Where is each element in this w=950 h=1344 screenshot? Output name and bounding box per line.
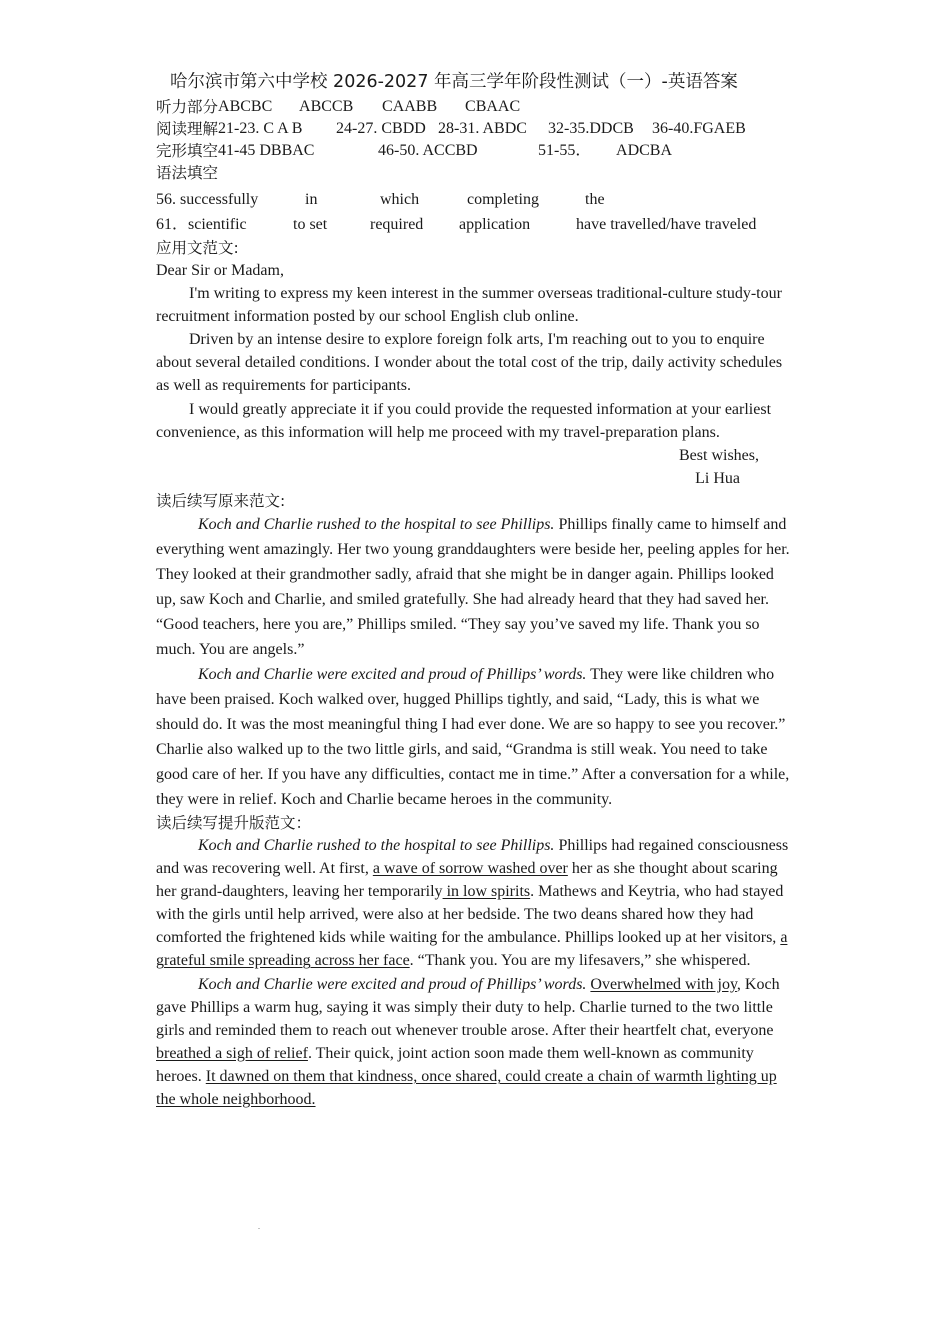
paragraph-body: Phillips finally came to himself and everything went amazingly. Her two young granddaughters were beside her, peeling apples for her. They looked at their grandmother sadly, afraid that she might be in danger again. Phillips looked up, saw Koch and Charlie, and smiled gratefully. She had already heard that they had saved her. “Good teachers, here you are,” Phillips smiled. “They say you’ve saved my life. Thank you so much. You are angels.”	[156, 515, 790, 658]
continuation-original-label: 读后续写原来范文:	[156, 491, 286, 510]
highlighted-phrase: It dawned on them that kindness, once shared, could create a chain of warmth lighting up the whole neighborhood.	[156, 1067, 777, 1108]
story-paragraph	[156, 973, 796, 1112]
listening-group: CAABB	[382, 98, 438, 115]
reading-group: 28-31. ABDC	[438, 120, 527, 137]
highlighted-phrase: a wave of sorrow washed over	[372, 860, 568, 878]
paragraph-lead: Koch and Charlie were excited and proud of Phillips’ words.	[198, 665, 587, 683]
letter-paragraph: Driven by an intense desire to explore foreign folk arts, I'm reaching out to you to enquire about several detailed conditions. I wonder about the total cost of the trip, daily activity schedules as well as requirements for participants.	[156, 331, 783, 395]
page-title: 哈尔滨市第六中学校 2026-2027 年高三学年阶段性测试（一）-英语答案	[170, 72, 738, 92]
cloze-answers	[156, 140, 796, 162]
reading-group: 24-27. CBDD	[336, 120, 426, 137]
grammar-answer: completing	[467, 191, 539, 208]
cloze-group: 51-55．	[538, 142, 592, 159]
continuation-upgraded-label-row	[156, 812, 796, 834]
letter-label: 应用文范文:	[156, 239, 239, 257]
listening-group: ABCBC	[218, 98, 273, 115]
paragraph-text: . “Thank you. You are my lifesavers,” she whispered.	[409, 952, 751, 970]
listening-label: 听力部分	[156, 98, 219, 116]
letter-closing: Best wishes,	[679, 446, 759, 464]
story-paragraph	[156, 662, 796, 812]
paragraph-lead: Koch and Charlie were excited and proud of Phillips’ words.	[198, 975, 587, 993]
grammar-answer: 56. successfully	[156, 191, 259, 208]
reading-group: 32-35.DDCB	[548, 120, 634, 137]
letter-paragraph: I'm writing to express my keen interest in the summer overseas traditional-culture study-tour recruitment information posted by our school English club online.	[156, 285, 782, 326]
grammar-answer: required	[370, 216, 424, 233]
story-paragraph	[156, 512, 796, 662]
letter-label-row	[156, 237, 796, 259]
letter-signature: Li Hua	[695, 469, 740, 487]
grammar-answer: in	[305, 191, 318, 208]
highlighted-phrase: Overwhelmed with joy	[590, 975, 737, 993]
paragraph-text: , Koch gave Phillips a warm hug, saying it was simply their duty to help. Charlie turned to the two little girls and reminded them to reach out whenever trouble arose. After their heartfelt chat, everyone	[156, 975, 780, 1039]
reading-group: 36-40.FGAEB	[652, 120, 746, 137]
cloze-group: 46-50. ACCBD	[378, 142, 478, 159]
paragraph-text: . Mathews and Keytria, who had stayed with the girls until help arrived, were also at her bedside. The two deans shared how they had comforted the frightened kids while waiting for the ambulance. Phillips looked up at her visitors,	[156, 883, 784, 947]
grammar-row-1	[156, 187, 796, 212]
continuation-original	[156, 512, 796, 812]
footer-mark: .	[258, 1222, 260, 1231]
paragraph-text: . Their quick, joint action soon made them well-known as community heroes.	[156, 1044, 754, 1085]
reading-answers	[156, 118, 796, 140]
continuation-upgraded-label: 读后续写提升版范文：	[156, 813, 312, 832]
highlighted-phrase: a grateful smile spreading across her face	[156, 929, 788, 970]
paragraph-text: her as she thought about scaring her grand-daughters, leaving her temporarily	[156, 860, 778, 901]
letter-salutation: Dear Sir or Madam,	[156, 262, 284, 279]
letter-paragraph: I would greatly appreciate it if you could provide the requested information at your earliest convenience, as this information will help me proceed with my travel-preparation plans.	[156, 400, 772, 441]
highlighted-phrase: in low spirits	[442, 883, 531, 901]
grammar-answer: which	[380, 191, 420, 208]
cloze-label: 完形填空	[156, 142, 219, 160]
continuation-upgraded	[156, 834, 796, 1111]
grammar-answer: 61．scientific	[156, 216, 247, 233]
reading-group: 21-23. C A B	[218, 120, 303, 137]
grammar-label: 语法填空	[156, 164, 219, 182]
paragraph-text: Phillips had regained consciousness and was recovering well. At first,	[156, 836, 789, 878]
cloze-group: ADCBA	[616, 142, 673, 159]
answer-sheet	[156, 68, 796, 1111]
grammar-answer: the	[585, 191, 605, 208]
paragraph-lead: Koch and Charlie rushed to the hospital to see Phillips.	[198, 515, 555, 533]
reading-label: 阅读理解	[156, 120, 219, 138]
story-paragraph	[156, 834, 796, 973]
paragraph-lead: Koch and Charlie rushed to the hospital to see Phillips.	[198, 836, 555, 854]
grammar-answer: to set	[293, 216, 328, 233]
grammar-answer: have travelled/have traveled	[576, 216, 757, 233]
grammar-row-2	[156, 212, 796, 237]
grammar-label-row	[156, 162, 796, 184]
highlighted-phrase: breathed a sigh of relief	[156, 1044, 308, 1062]
paragraph-body: They were like children who have been praised. Koch walked over, hugged Phillips tightly, and said, “Lady, this is what we should do. It was the most meaningful thing I had ever done. We are so happy to see you recover.” Charlie also walked up to the two little girls, and said, “Grandma is still weak. You need to take good care of her. If you have any difficulties, contact me in time.” After a conversation for a while, they were in relief. Koch and Charlie became heroes in the community.	[156, 665, 790, 808]
grammar-answer: application	[459, 216, 531, 233]
listening-group: CBAAC	[465, 98, 521, 115]
continuation-original-label-row	[156, 490, 796, 512]
listening-group: ABCCB	[299, 98, 354, 115]
listening-answers	[156, 96, 796, 118]
cloze-group: 41-45 DBBAC	[218, 142, 315, 159]
